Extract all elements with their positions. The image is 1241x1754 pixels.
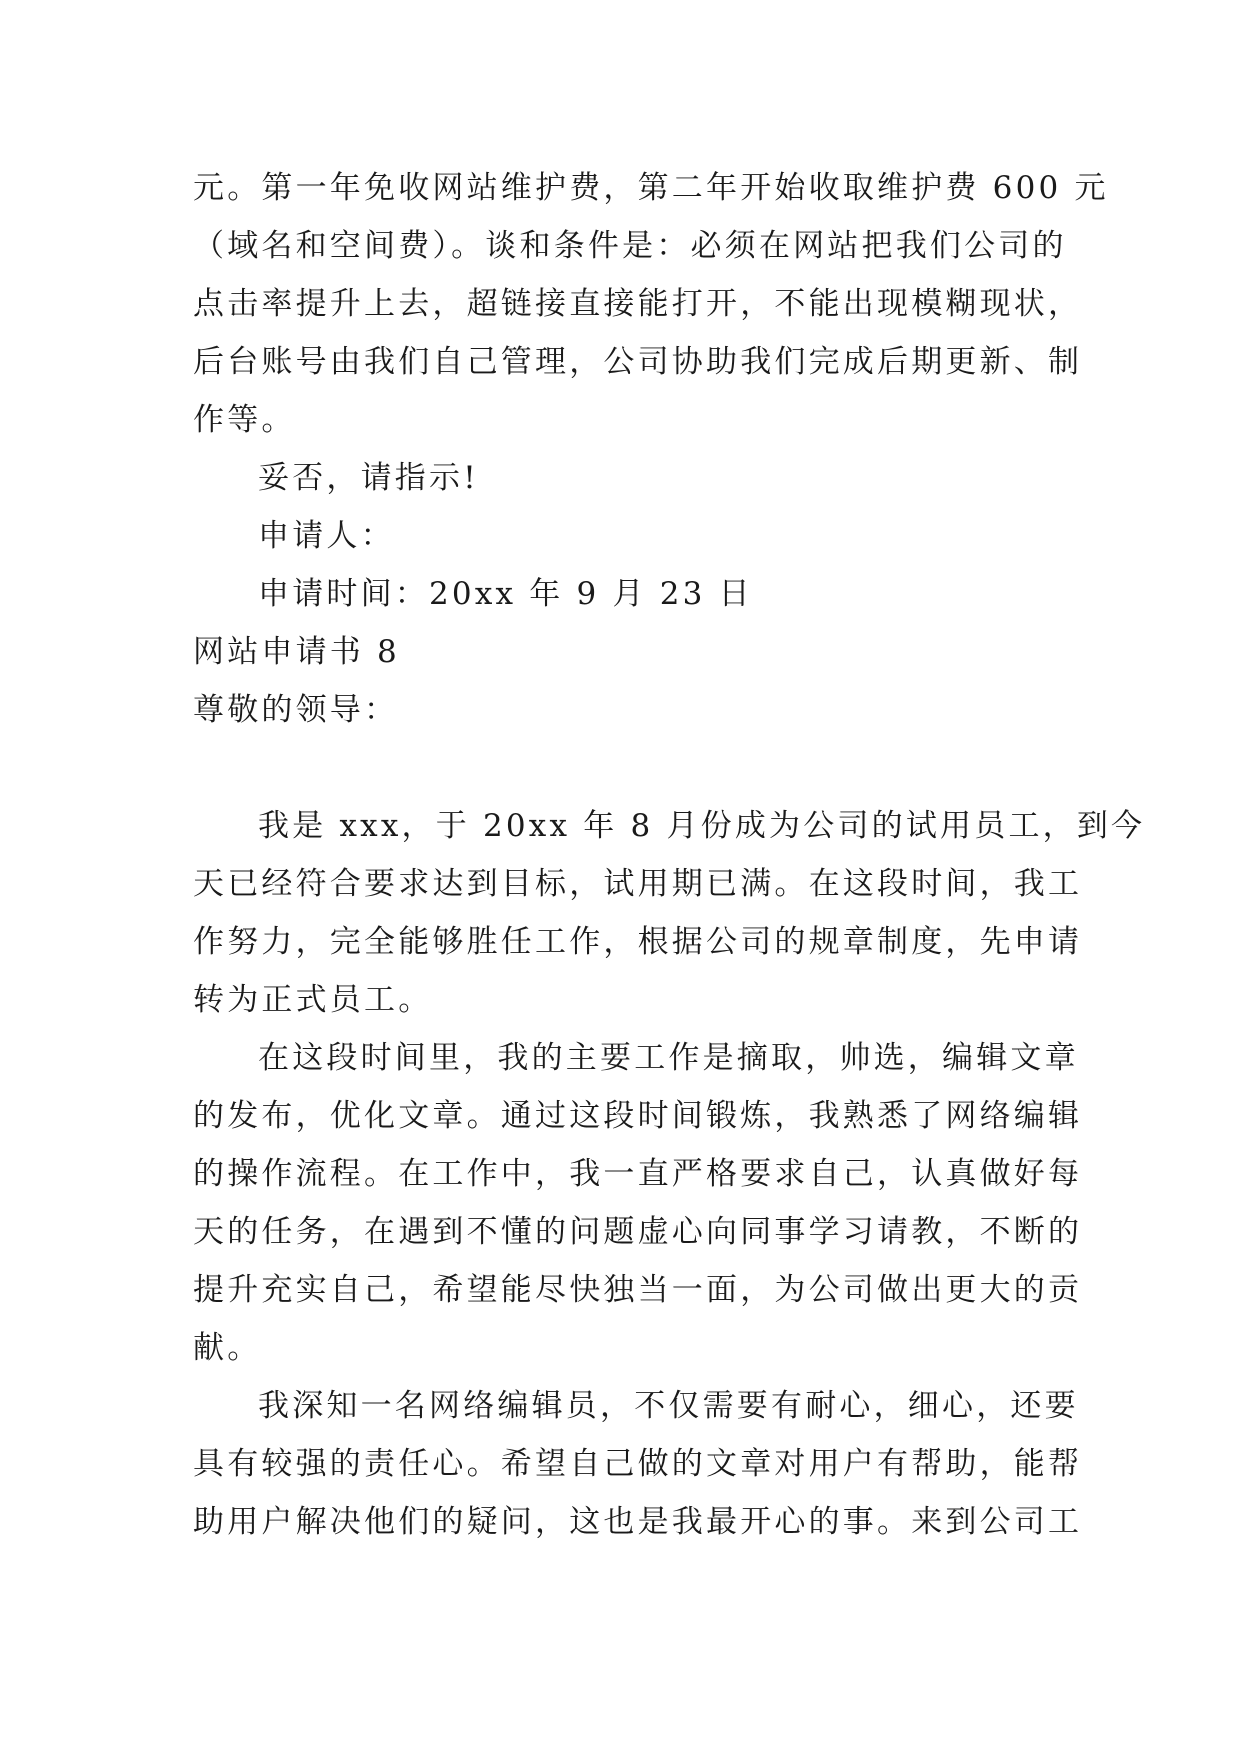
text-line: 的发布，优化文章。通过这段时间锻炼，我熟悉了网络编辑 (193, 1098, 1083, 1134)
section-title: 网站申请书 8 (193, 634, 400, 670)
text-line: （域名和空间费）。谈和条件是：必须在网站把我们公司的 (193, 228, 1067, 264)
text-line: 具有较强的责任心。希望自己做的文章对用户有帮助，能帮 (193, 1446, 1083, 1482)
applicant-line: 申请人： (258, 518, 395, 554)
text-line: 作努力，完全能够胜任工作，根据公司的规章制度，先申请 (193, 924, 1083, 960)
text-line: 的操作流程。在工作中，我一直严格要求自己，认真做好每 (193, 1156, 1083, 1192)
text-line: 在这段时间里，我的主要工作是摘取，帅选，编辑文章 (258, 1040, 1079, 1076)
text-line: 我深知一名网络编辑员，不仅需要有耐心，细心，还要 (258, 1388, 1079, 1424)
text-line: 妥否，请指示! (258, 460, 479, 496)
text-line: 助用户解决他们的疑问，这也是我最开心的事。来到公司工 (193, 1504, 1083, 1540)
text-line: 提升充实自己，希望能尽快独当一面，为公司做出更大的贡 (193, 1272, 1083, 1308)
text-line: 天的任务，在遇到不懂的问题虚心向同事学习请教，不断的 (193, 1214, 1083, 1250)
text-line: 点击率提升上去，超链接直接能打开，不能出现模糊现状， (193, 286, 1083, 322)
salutation: 尊敬的领导： (193, 692, 399, 728)
text-line: 后台账号由我们自己管理，公司协助我们完成后期更新、制 (193, 344, 1083, 380)
text-line: 转为正式员工。 (193, 982, 433, 1018)
text-line: 我是 xxx，于 20xx 年 8 月份成为公司的试用员工，到今 (258, 808, 1146, 844)
text-line: 献。 (193, 1330, 262, 1366)
text-line: 作等。 (193, 402, 296, 438)
application-date-line: 申请时间：20xx 年 9 月 23 日 (258, 576, 753, 612)
text-line: 天已经符合要求达到目标，试用期已满。在这段时间，我工 (193, 866, 1083, 902)
text-line: 元。第一年免收网站维护费，第二年开始收取维护费 600 元 (193, 170, 1109, 206)
